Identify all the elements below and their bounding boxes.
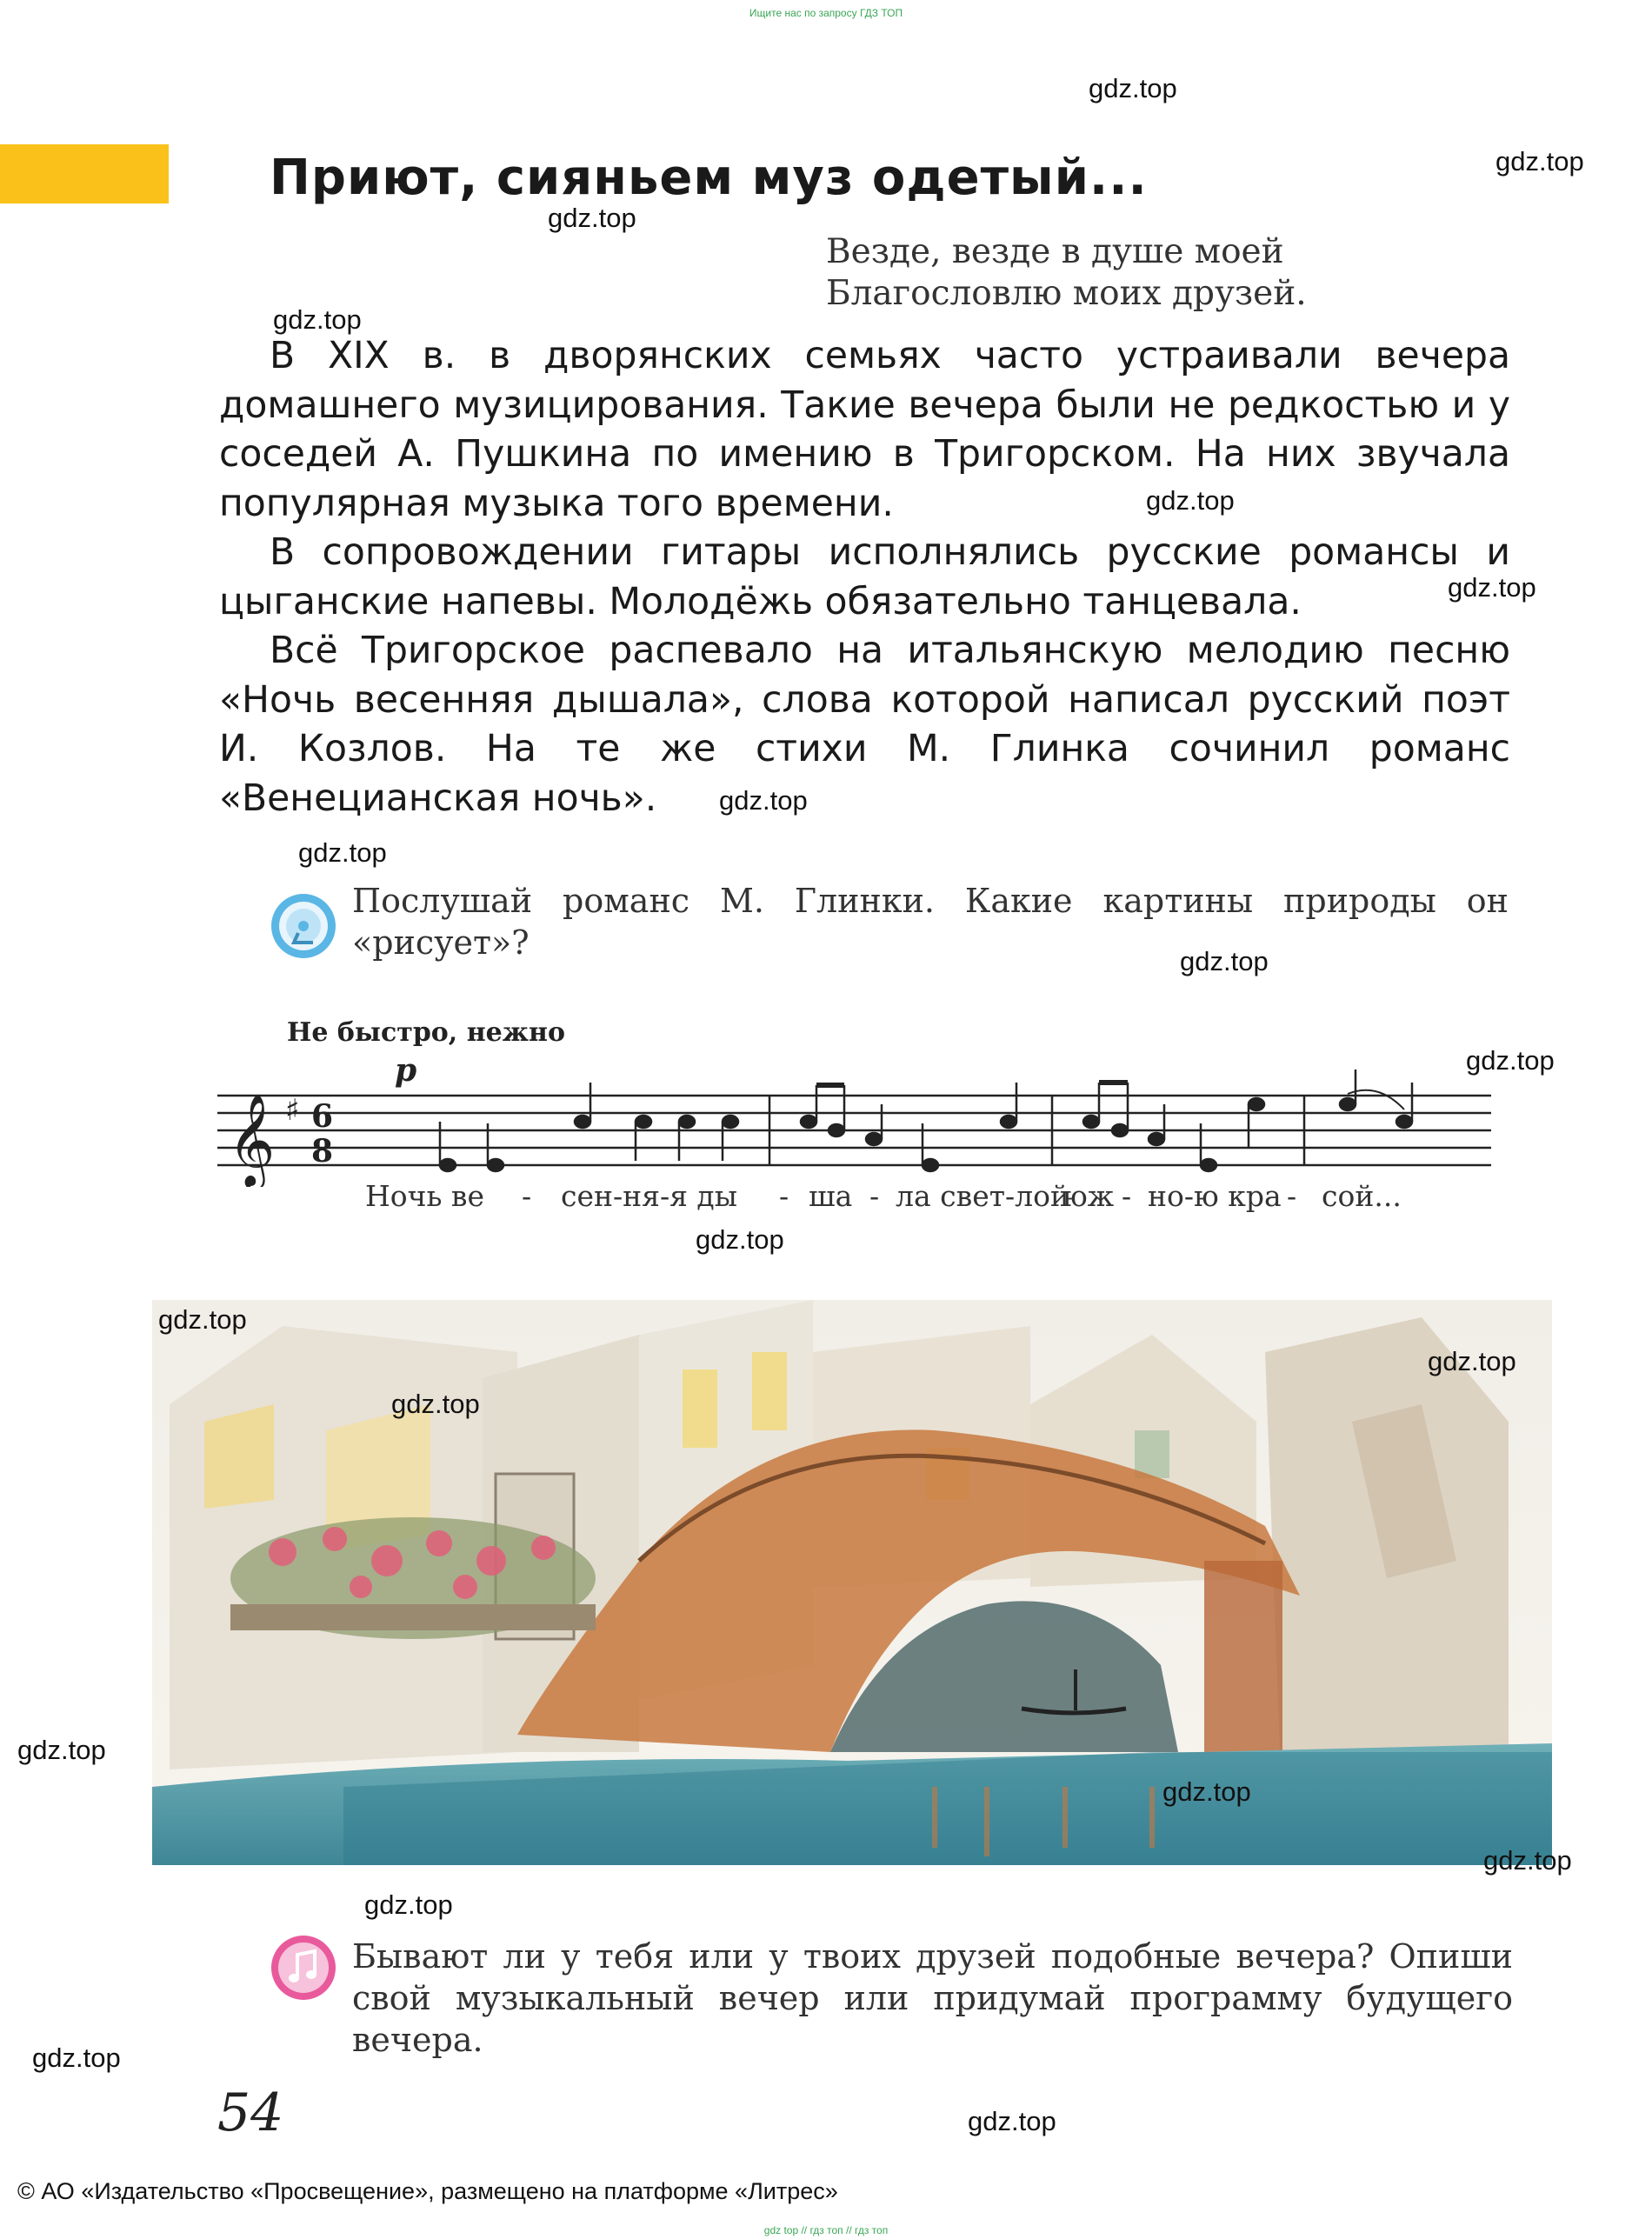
chapter-tab: [0, 144, 169, 203]
watermark: gdz.top: [1089, 73, 1177, 103]
page-number: 54: [217, 2082, 284, 2143]
paragraph-3: Всё Тригорское распевало на итальянскую мелодию песню «Ночь весенняя дышала», слова которой написал русский поэт И. Козлов. На те же стихи М. Глинка сочинил романс «Венецианская ночь».: [219, 630, 1510, 820]
body-text: [219, 332, 1510, 823]
watermark: gdz.top: [1146, 485, 1235, 516]
watermark: gdz.top: [17, 1735, 106, 1765]
watermark: gdz.top: [391, 1389, 480, 1419]
listen-disc-icon: [270, 892, 337, 960]
lyric-9: -: [1122, 1179, 1132, 1213]
time-signature-top: 6: [311, 1098, 334, 1135]
top-note: Ищите нас по запросу ГДЗ ТОП: [749, 7, 903, 19]
watermark: gdz.top: [32, 2042, 121, 2073]
epigraph: [826, 231, 1307, 315]
lyric-6: -: [869, 1179, 880, 1213]
treble-clef-icon: 𝄞: [228, 1093, 276, 1186]
watermark: gdz.top: [1448, 572, 1536, 603]
time-signature-bottom: 8: [311, 1133, 334, 1169]
lyric-7: ла свет-лой: [896, 1179, 1069, 1213]
sharp-icon: ♯: [285, 1093, 300, 1128]
lyric-12: сой...: [1322, 1179, 1402, 1213]
music-staff: [217, 1070, 1495, 1187]
epigraph-line-1: Везде, везде в душе моей: [826, 232, 1284, 271]
watermark: gdz.top: [1466, 1045, 1555, 1076]
watermark: gdz.top: [158, 1304, 247, 1335]
dynamic-marking: p: [395, 1052, 417, 1089]
paragraph-1: В XIX в. в дворянских семьях часто устраивали вечера домашнего музицирования. Такие вечера были не редкостью и у соседей А. Пушкина по имению в Тригорском. На них звучала популярная музыка того времени.: [219, 335, 1510, 525]
lyric-10: но-ю кра: [1148, 1179, 1282, 1213]
lyric-11: -: [1287, 1179, 1297, 1213]
venice-bridge-illustration: [152, 1300, 1552, 1865]
lyric-4: -: [779, 1179, 789, 1213]
watermark: gdz.top: [364, 1889, 453, 1920]
lyric-3: сен-ня-я ды: [561, 1179, 738, 1213]
watermark: gdz.top: [1180, 946, 1269, 976]
copyright-notice: © АО «Издательство «Просвещение», размещено на платформе «Литрес»: [17, 2178, 838, 2204]
bottom-note: gdz top // гдз топ // гдз топ: [763, 2224, 889, 2236]
epigraph-line-2: Благословлю моих друзей.: [826, 274, 1307, 313]
tempo-marking: Не быстро, нежно: [287, 1017, 565, 1048]
task-listen: Послушай романс М. Глинки. Какие картины природы он «рисует»?: [352, 882, 1509, 962]
watermark: gdz.top: [696, 1224, 784, 1255]
music-note-icon: [270, 1934, 337, 2002]
lyric-5: ша: [809, 1179, 853, 1213]
watermark: gdz.top: [273, 304, 362, 335]
watermark: gdz.top: [548, 203, 636, 233]
watermark: gdz.top: [1483, 1845, 1572, 1876]
page-title: Приют, сияньем муз одетый...: [270, 150, 1148, 206]
lyric-8: юж: [1062, 1179, 1115, 1213]
watermark: gdz.top: [1495, 146, 1584, 177]
task-evening: Бывают ли у тебя или у твоих друзей подобные вечера? Опиши свой музыкальный вечер или придумай программу будущего вечера.: [352, 1937, 1513, 2059]
watermark: gdz.top: [298, 837, 387, 868]
watermark: gdz.top: [719, 785, 808, 816]
lyric-1: Ночь ве: [365, 1179, 485, 1213]
watermark: gdz.top: [1428, 1346, 1516, 1376]
paragraph-2: В сопровождении гитары исполнялись русские романсы и цыганские напевы. Молодёжь обязательно танцевала.: [219, 531, 1510, 623]
watermark: gdz.top: [1162, 1776, 1251, 1807]
lyric-2: -: [522, 1179, 532, 1213]
watermark: gdz.top: [968, 2106, 1056, 2136]
